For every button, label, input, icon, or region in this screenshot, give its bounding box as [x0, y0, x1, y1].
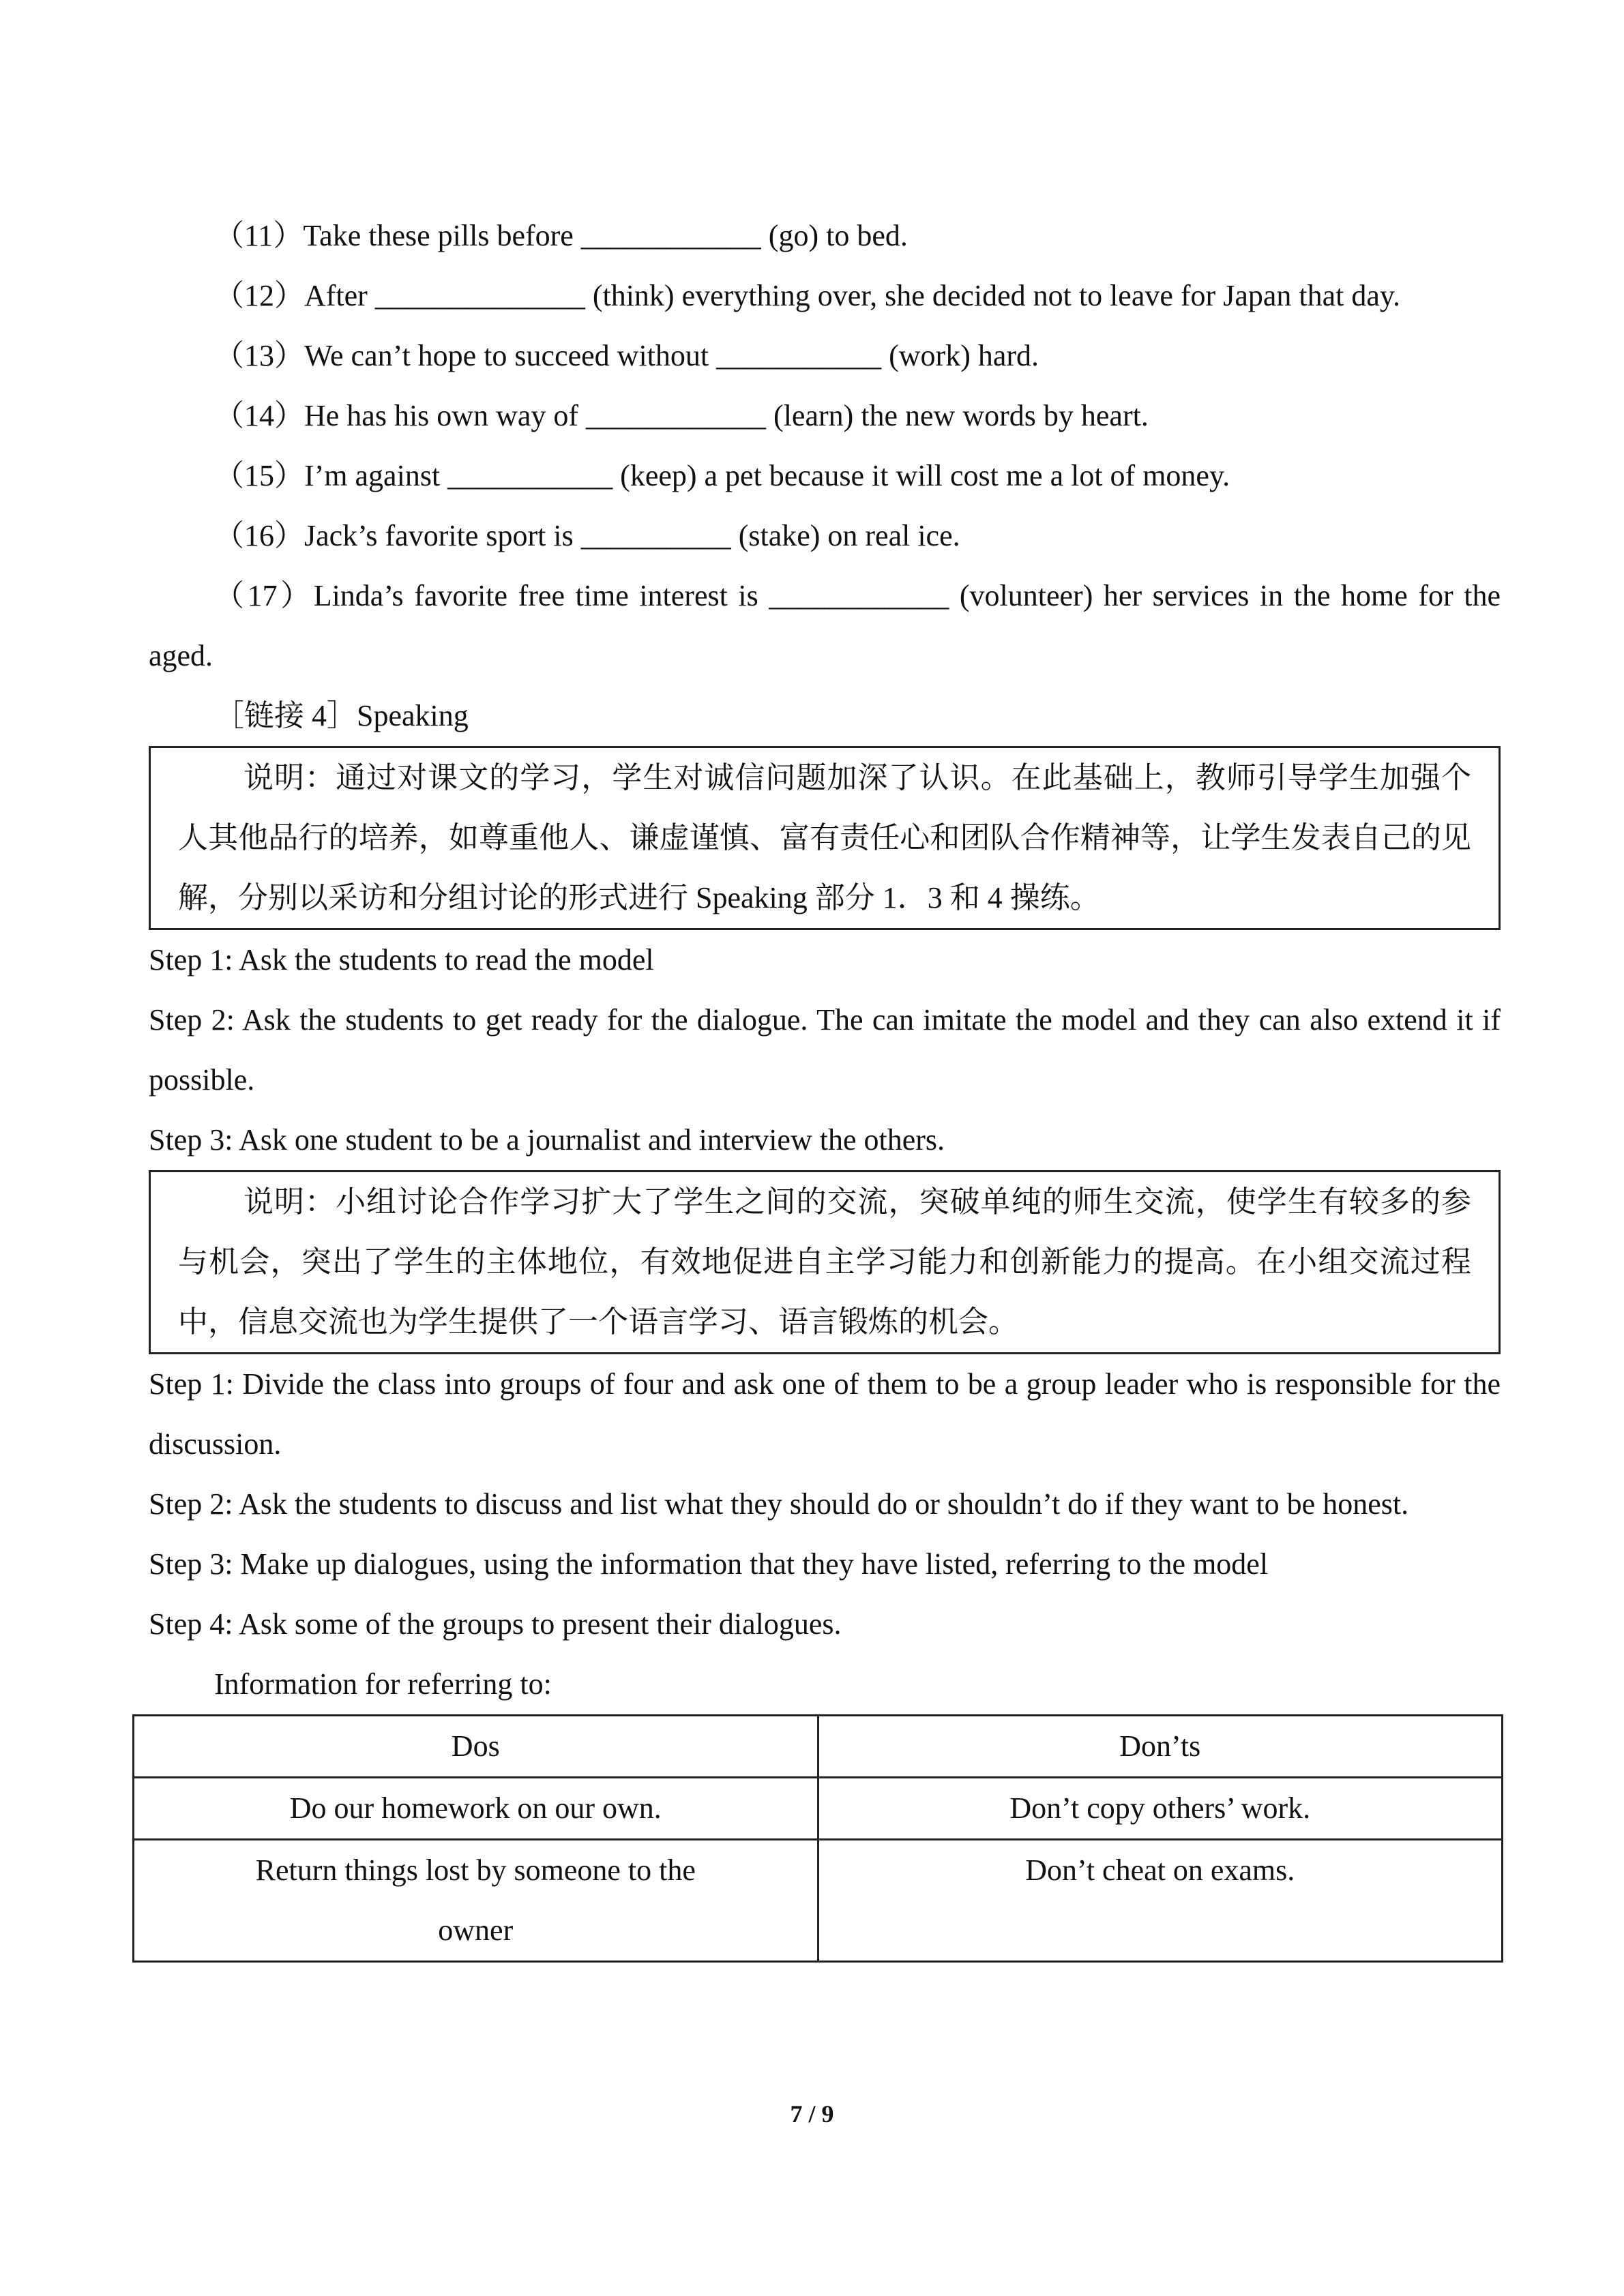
table-header-dos: Dos: [134, 1716, 818, 1778]
exercise-15: （15）I’m against ___________ (keep) a pet because it will cost me a lot of money.: [214, 459, 1230, 492]
info-label: Information for referring to:: [214, 1667, 552, 1701]
table-cell: Don’t cheat on exams.: [818, 1840, 1503, 1962]
link-heading: ［链接 4］Speaking: [214, 699, 469, 732]
step-a-2: Step 2: Ask the students to get ready for the dialogue. The can imitate the model and they can also extend it if possible.: [149, 1003, 1501, 1097]
step-b-3: Step 3: Make up dialogues, using the information that they have listed, referring to the model: [149, 1547, 1269, 1581]
note-text-1: 说明：通过对课文的学习，学生对诚信问题加深了认识。在此基础上，教师引导学生加强个人其他品行的培养，如尊重他人、谦虚谨慎、富有责任心和团队合作精神等，让学生发表自己的见解，分别以采访和分组讨论的形式进行 Speaking 部分 1．3 和 4 操练。: [178, 761, 1471, 914]
note-box-1: [149, 746, 1501, 930]
exercise-14: （14）He has his own way of ____________ (learn) the new words by heart.: [214, 399, 1149, 432]
table-cell: Return things lost by someone to the owner: [134, 1840, 818, 1962]
table-row: [134, 1778, 1503, 1840]
table-header-row: [134, 1716, 1503, 1778]
note-text-2: 说明：小组讨论合作学习扩大了学生之间的交流，突破单纯的师生交流，使学生有较多的参与机会，突出了学生的主体地位，有效地促进自主学习能力和创新能力的提高。在小组交流过程中，信息交流也为学生提供了一个语言学习、语言锻炼的机会。: [178, 1185, 1471, 1339]
step-a-1: Step 1: Ask the students to read the model: [149, 943, 654, 976]
document-body: [149, 206, 1501, 1947]
table-header-donts: Don’ts: [818, 1716, 1503, 1778]
table-row: [134, 1840, 1503, 1962]
note-box-2: [149, 1170, 1501, 1354]
exercise-16: （16）Jack’s favorite sport is __________ (stake) on real ice.: [214, 519, 960, 552]
dos-donts-table: [132, 1714, 1503, 1963]
exercise-11: （11）Take these pills before ____________ (go) to bed.: [214, 219, 908, 252]
table-cell: Don’t copy others’ work.: [818, 1778, 1503, 1840]
page-number: 7 / 9: [790, 2100, 834, 2128]
step-a-3: Step 3: Ask one student to be a journalist and interview the others.: [149, 1123, 945, 1157]
exercise-17: （17）Linda’s favorite free time interest is ____________ (volunteer) her services in the home for the aged.: [149, 579, 1501, 672]
step-b-4: Step 4: Ask some of the groups to present their dialogues.: [149, 1607, 842, 1641]
exercise-12: （12）After ______________ (think) everything over, she decided not to leave for Japan that day.: [214, 279, 1401, 312]
exercise-13: （13）We can’t hope to succeed without ___________ (work) hard.: [214, 339, 1039, 372]
step-b-2: Step 2: Ask the students to discuss and list what they should do or shouldn’t do if they want to be honest.: [149, 1487, 1409, 1521]
table-cell: Do our homework on our own.: [134, 1778, 818, 1840]
step-b-1: Step 1: Divide the class into groups of four and ask one of them to be a group leader who is responsible for the discussion.: [149, 1367, 1501, 1461]
